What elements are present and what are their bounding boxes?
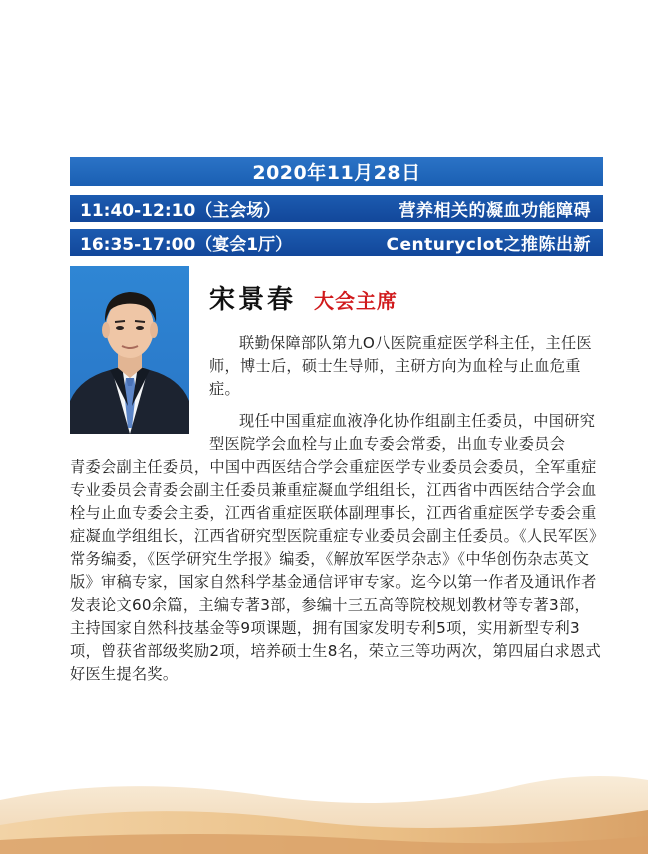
bio-main-rest: 青委会副主任委员，中国中西医结合学会重症医学专业委员会委员，全军重症专业委员会青委会副主任委员兼重症凝血学组组长，江西省中西医结合学会血栓与止血专委会主委，江西省重症医联体副理事长，江西省重症医学专委会重症凝血学组组长，江西省研究型医院重症专业委员会副主任委员。《人民军医》常务编委，《医学研究生学报》编委，《解放军医学杂志》《中华创伤杂志英文版》审稿专家，国家自然科学基金通信评审专家。迄今以第一作者及通讯作者发表论文60余篇，主编专著3部，参编十三五高等院校规划教材等专著3部，主持国家自然科技基金等9项课题，拥有国家发明专利5项，实用新型专利3项，曾获省部级奖励2项，培养硕士生8名，荣立三等功两次，第四届白求恩式好医生提名奖。 <box>70 458 602 683</box>
sand-dunes-decoration <box>0 740 648 854</box>
bio-main-first: 现任中国重症血液净化协作组副主任委员，中国研究型医院学会血栓与止血专委会常委，出血专业委员会 <box>209 412 596 453</box>
portrait-illustration <box>70 266 189 434</box>
speaker-heading <box>209 279 398 316</box>
session-2-time: 16:35-17:00（宴会1厅） <box>80 235 293 255</box>
bio-intro: 联勤保障部队第九O八医院重症医学科主任，主任医师，博士后，硕士生导师，主研方向为血栓与止血危重症。 <box>209 334 592 398</box>
session-row-1 <box>70 195 603 222</box>
session-1-time: 11:40-12:10（主会场） <box>80 201 281 221</box>
date-text: 2020年11月28日 <box>252 162 421 184</box>
date-banner <box>70 157 603 186</box>
speaker-role: 大会主席 <box>314 289 399 313</box>
speaker-portrait <box>70 266 189 434</box>
session-1-topic: 营养相关的凝血功能障碍 <box>398 201 591 221</box>
session-2-topic: Centuryclot之推陈出新 <box>386 235 591 255</box>
session-row-2 <box>70 229 603 256</box>
speaker-name: 宋景春 <box>209 285 297 315</box>
